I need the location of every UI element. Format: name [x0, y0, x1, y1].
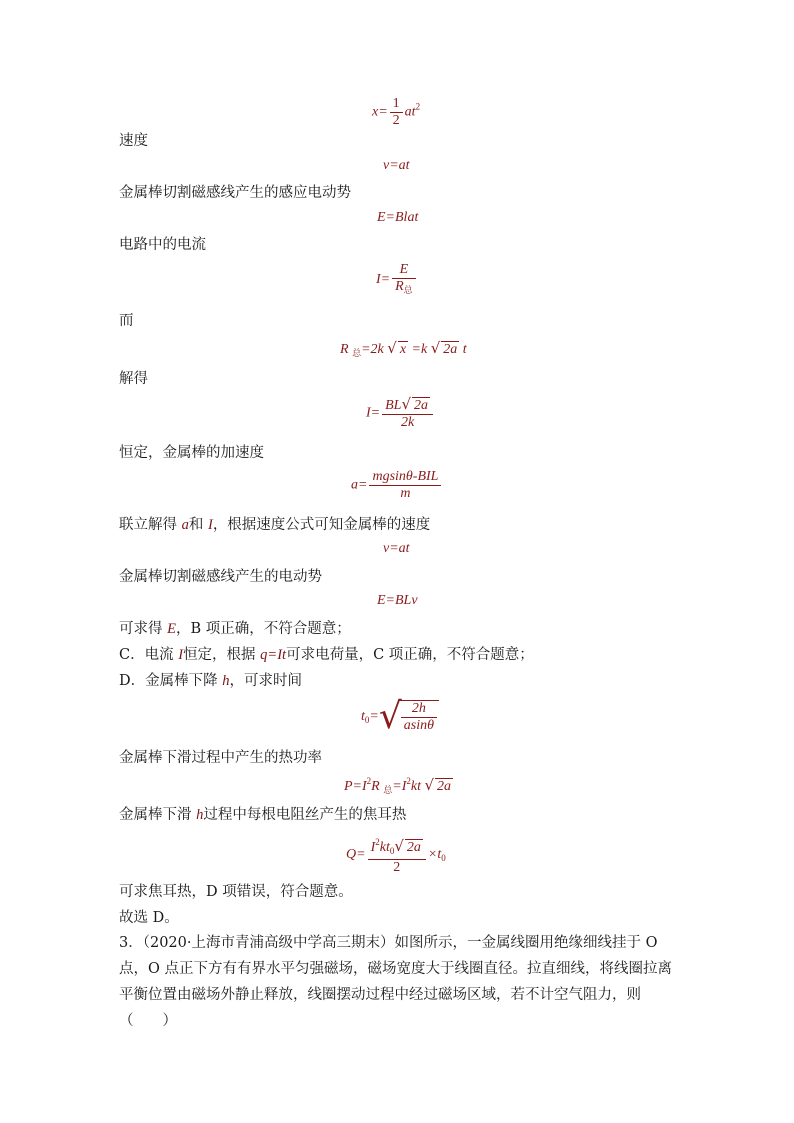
formula-displacement: x= $\frac{1}{2}$ $at^2$: [372, 96, 421, 128]
text-line: 恒定，金属棒的加速度: [119, 445, 264, 461]
formula-heat-power: $P=I^2R$ $_总=I^2kt$ √ 2a: [344, 776, 452, 795]
text-line: 可求焦耳热，D 项错误，符合题意。: [119, 884, 353, 900]
text-line: D．金属棒下降 h，可求时间: [119, 673, 302, 689]
text-line: 速度: [119, 133, 148, 149]
formula-time: $t_0=√$ $\frac{2h}{asin\theta}$: [361, 699, 439, 735]
formula-emf-2: E=BLv: [377, 593, 418, 608]
formula-current: I= $\frac{E}{R_总}$: [376, 262, 418, 298]
text-line: 而: [119, 313, 134, 329]
text-line: 可求得 E，B 项正确，不符合题意；: [119, 621, 351, 637]
formula-joule-heat: Q= $\frac{I^2kt_0√ 2a}{2}$ $\times t_0$: [346, 834, 446, 876]
text-line: 金属棒切割磁感线产生的感应电动势: [119, 185, 351, 201]
text-line: 金属棒下滑过程中产生的热功率: [119, 750, 322, 766]
text-line: 电路中的电流: [119, 237, 206, 253]
formula-velocity-2: v=at: [383, 541, 410, 556]
text-line: 联立解得 a和 I，根据速度公式可知金属棒的速度: [119, 517, 431, 533]
formula-acceleration: a= $\frac{\text{mgsinθ-BIL}}{m}$: [351, 469, 443, 502]
text-line: 金属棒切割磁感线产生的电动势: [119, 569, 322, 585]
formula-emf: E=Blat: [377, 210, 419, 225]
text-line: 故选 D。: [119, 910, 179, 926]
text-line: 解得: [119, 371, 148, 387]
text-line: 金属棒下滑 h过程中每根电阻丝产生的焦耳热: [119, 807, 407, 823]
text-line: C．电流 I恒定，根据 q=It可求电荷量，C 项正确，不符合题意；: [119, 647, 534, 663]
question-3-stem: 3．（2020·上海市青浦高级中学高三期末）如图所示，一金属线圈用绝缘细线挂于 O 点，O 点正下方有有界水平匀强磁场，磁场宽度大于线圈直径。拉直细线，将线圈拉离平衡位置由磁场外静止释放，线圈摆动过程中经过磁场区域，若不计空气阻力，则（ ）: [119, 935, 672, 1029]
formula-current-solved: I= $\frac{BL√ 2a}{2k}$: [366, 396, 435, 431]
formula-velocity: v=at: [383, 158, 410, 173]
formula-resistance: R $_总$=2k √ x =k √ 2a t: [340, 339, 467, 358]
